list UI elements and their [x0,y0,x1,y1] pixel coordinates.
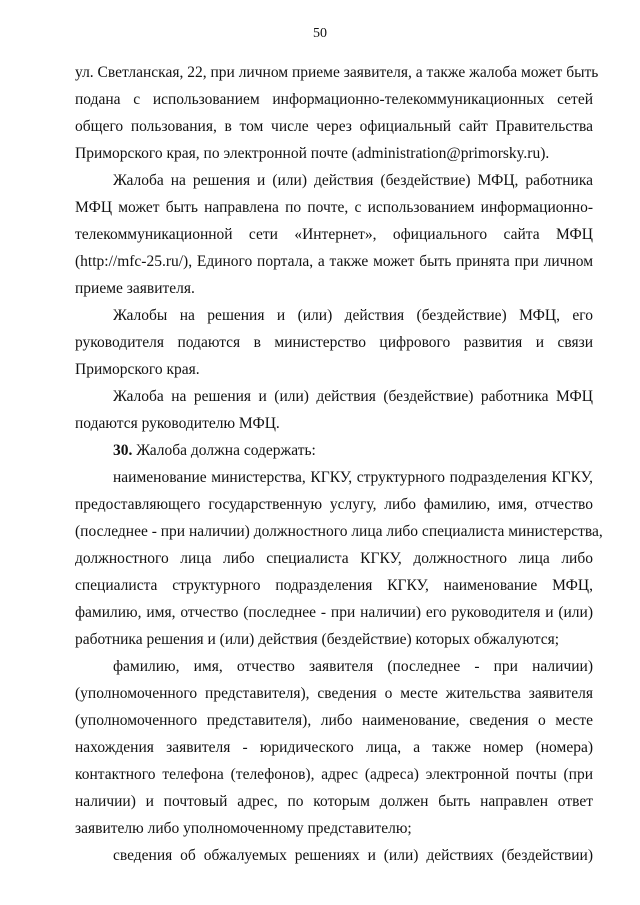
item-number: 30. [113,442,133,459]
text-line: Жалоба на решения и (или) действия (бездействие) МФЦ, работника [113,172,593,189]
text-line: нахождения заявителя - юридического лица, а также номер (номера) [75,739,593,756]
text-line: ул. Светланская, 22, при личном приеме заявителя, а также жалоба может быть [75,64,599,81]
text-line: Жалобы на решения и (или) действия (бездействие) МФЦ, его [113,307,593,324]
text-line: телекоммуникационной сети «Интернет», официального сайта МФЦ [75,226,593,243]
paragraph-authority-name [75,464,603,653]
text-line: специалиста структурного подразделения КГКУ, наименование МФЦ, [75,577,593,594]
text-line: подаются руководителю МФЦ. [75,415,280,432]
text-line: Приморского края, по электронной почте (administration@primorsky.ru). [75,145,550,162]
text-line: приеме заявителя. [75,280,195,297]
text-line: предоставляющего государственную услугу, либо фамилию, имя, отчество [75,496,593,513]
text-line: (уполномоченного представителя), сведения о месте жительства заявителя [75,685,593,702]
paragraph-mfc-complaint-channels [75,167,593,302]
paragraph-item-30 [75,437,593,464]
text-line: сведения об обжалуемых решениях и (или) действиях (бездействии) [113,847,593,864]
item-text: Жалоба должна содержать: [132,442,316,459]
text-line: МФЦ может быть направлена по почте, с использованием информационно- [75,199,593,216]
text-line: Жалоба на решения и (или) действия (бездействие) работника МФЦ [113,388,593,405]
text-line: должностного лица либо специалиста КГКУ, должностного лица либо [75,550,593,567]
text-line: наличии) и почтовый адрес, по которым должен быть направлен ответ [75,793,593,810]
text-line: руководителя подаются в министерство цифрового развития и связи [75,334,593,351]
text-line: (уполномоченного представителя), либо наименование, сведения о месте [75,712,593,729]
text-line: общего пользования, в том числе через официальный сайт Правительства [75,118,593,135]
document-body [75,59,603,869]
text-line: подана с использованием информационно-телекоммуникационных сетей [75,91,593,108]
text-line: (http://mfc-25.ru/), Единого портала, а также может быть принята при личном [75,253,593,270]
text-line [75,437,593,464]
text-line: наименование министерства, КГКУ, структурного подразделения КГКУ, [113,469,593,486]
text-line: Приморского края. [75,361,200,378]
text-line: заявителю либо уполномоченному представителю; [75,820,412,837]
paragraph-mfc-head-complaints [75,302,593,383]
text-line: фамилию, имя, отчество заявителя (последнее - при наличии) [113,658,593,675]
paragraph-complaint-submission-continued [75,59,599,167]
text-line: (последнее - при наличии) должностного лица либо специалиста министерства, [75,523,603,540]
text-line: контактного телефона (телефонов), адрес (адреса) электронной почты (при [75,766,593,783]
text-line: фамилию, имя, отчество (последнее - при наличии) его руководителя и (или) [75,604,593,621]
page-number: 50 [313,26,327,41]
paragraph-applicant-details [75,653,593,842]
text-line: работника решения и (или) действия (бездействие) которых обжалуются; [75,631,560,648]
paragraph-mfc-worker-complaints [75,383,593,437]
paragraph-appealed-decisions [75,842,593,869]
